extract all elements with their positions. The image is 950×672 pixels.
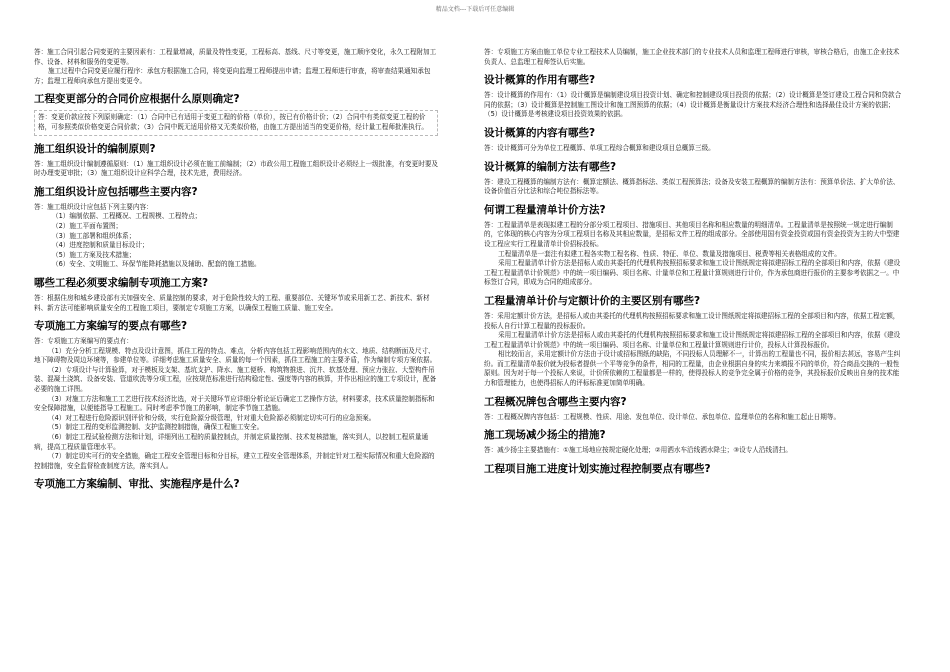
- list-item: （5）制定工程的变形监测控制、支护监测控制措施，确保工程施工安全。: [48, 423, 264, 432]
- section-body-estimate-methods: 答：建设工程概算的编制方法有：概算定额法、概算指标法、类似工程预算法；设备及安装工程概算的编制方法有：预算单价法、扩大单价法、设备价值百分比法和综合吨位指标法等。: [484, 177, 900, 196]
- section-title-pricing-difference: 工程量清单计价与定额计价的主要区别有哪些?: [484, 294, 701, 307]
- section-title-estimate-methods: 设计概算的编制方法有哪些?: [484, 160, 617, 173]
- list-item: （4）进度控制和质量目标设计；: [52, 241, 149, 250]
- section-title-special-plan-required: 哪些工程必须要求编制专项施工方案?: [34, 276, 209, 289]
- left-column: [34, 14, 438, 495]
- section-title-bill-of-quantities: 何谓工程量清单计价方法?: [484, 203, 606, 216]
- section-lead-org-design-content: 答：施工组织设计应包括下列主要内容：: [34, 202, 153, 211]
- section-title-org-design-principles: 施工组织设计的编制原则?: [34, 142, 156, 155]
- section-title-special-plan-points: 专项施工方案编写的要点有哪些?: [34, 320, 188, 333]
- section-title-org-design-content: 施工组织设计应包括哪些主要内容?: [34, 185, 198, 198]
- list-item: （6）制定工程试验检测方法和计划，详细列出工程的质量控制点，并制定质量控制、技术复核措施，落实到人，以控制工程质量通病，提高工程质量管理水平。: [34, 433, 429, 451]
- right-intro: 答：专项施工方案由施工单位专业工程技术人员编制，施工企业技术部门的专业技术人员和监理工程师进行审核，审核合格后，由施工企业技术负责人、总监理工程师签认后实施。: [484, 48, 900, 66]
- section-body-contract-price: 答：变更价款应按下列原则确定：（1）合同中已有适用于变更工程的价格（单价），按已有价格计价；（2）合同中有类似变更工程的价格，可参照类似价格变更合同价款；（3）合同中既无适用价格又无类似价格，由施工方提出适当的变更价格，经计量工程师批准执行。: [34, 110, 438, 135]
- paragraph: 工程量清单是一套注有拟建工程各实物工程名称、性质、特征、单位、数量及措施项目、税费等相关表格组成的文件。: [498, 249, 841, 258]
- page-header: 精品文档---下载后可任意编辑: [435, 6, 515, 13]
- paragraph: 答：采用定额计价方法，是招标人或由其委托的代理机构按照招标要求和施工设计图纸规定将拟建招标工程的全部项目和内容，依据工程定额，投标人自行计算工程量的投标报价。: [484, 311, 900, 330]
- section-body-org-design-principles: 答：施工组织设计编制遵循原则：（1）施工组织设计必须在施工前编制；（2）市政公用工程施工组织设计必须经上一级批准，有变更时要及时办理变更审批；（3）施工组织设计应科学合理，技术先进，费用经济。: [34, 159, 439, 178]
- paragraph: 采用工程量清单计价方法是招标人或由其委托的代理机构按照招标要求和施工设计图纸规定将拟建招标工程的全部项目和内容，依据《建设工程工程量清单计价规范》中的统一项目编码、项目名称、计量单位和工程量计算规则进行计价，作为承包商进行报价的主要参考依据之一。中标签订合同，即成为合同的组成部分。: [484, 259, 901, 287]
- section-title-project-board: 工程概况牌包含哪些主要内容?: [484, 395, 627, 408]
- section-body-special-plan-required: 答：根据住房和城乡建设部有关加强安全、质量控制的要求，对于危险性较大的工程、重要部位、关键环节或采用新工艺、新技术、新材料、新方法可能影响质量安全的工程施工项目，要制定专项施工方案，以确保工程施工质量、施工安全。: [34, 293, 430, 312]
- right-column: [484, 14, 904, 480]
- list-item: （2）施工平面布置图；: [52, 221, 123, 230]
- left-intro-1: 答：施工合同引起合同变更的主要因素有：工程量增减，质量及特性变更，工程标高、基线、尺寸等变更，施工顺序变化，永久工程附加工作、设备、材料和服务的变更等。: [34, 48, 437, 66]
- paragraph: 答：工程量清单是表现拟建工程的分部分项工程项目、措施项目、其他项目名称和相应数量的明细清单。工程量清单是按照统一规定进行编制的，它体现的核心内容为分项工程项目名称及其相应数量，是招标文件工程的组成部分。全部使用国有资金投资或国有资金投资为主的大中型建设工程应实行工程量清单计价招标投标。: [484, 220, 900, 248]
- list-item: （7）制定切实可行的安全措施，确定工程安全管理目标和分目标，建立工程安全管理体系，并制定针对工程实际情况和重大危险源的控制措施，安全监督检查制度方法，落实到人。: [34, 452, 435, 470]
- list-item: （6）安全、文明施工、环保节能降耗措施以及辅助、配套的施工措施。: [52, 260, 261, 269]
- section-title-contract-price: 工程变更部分的合同价应根据什么原则确定?: [34, 93, 240, 106]
- section-title-schedule-control: 工程项目施工进度计划实施过程控制要点有哪些?: [484, 462, 711, 475]
- section-title-estimate-content: 设计概算的内容有哪些?: [484, 126, 596, 139]
- paragraph: 采用工程量清单计价方法是招标人或由其委托的代理机构按照招标要求和施工设计图纸规定将拟建招标工程的全部项目和内容，依据《建设工程工程量清单计价规范》中的统一项目编码、项目名称、计量单位和工程量计算规则进行计价，投标人计算投标报价。: [484, 331, 901, 349]
- list-item: （1）充分分析工程规模、特点及设计意图，抓住工程的特点、难点，分析内容包括工程影响范围内的水文、地质、结构断面及尺寸、地下障碍物及周边环境等，参建单位等。详细考虑施工质量安全、质量的每一个因素，抓住工程施工的主要矛盾，作为编制专项方案依据。: [34, 346, 437, 365]
- list-item: （3）对施工方法和施工工艺进行技术经济比选，对于关键环节应详细分析论证后确定工艺操作方法，材料要求，技术质量控制指标和安全保障措施，以便能指导工程施工。同时考虑季节施工的影响，制定季节施工措施。: [34, 394, 435, 413]
- list-item: （3）施工部署和组织体系；: [52, 231, 136, 240]
- paragraph: 相比较而言，采用定额计价方法由于设计或招标图纸的缺陷，不同投标人员理解不一，计算出的工程量也不同，报价相去甚远，容易产生纠纷。而工程量清单报价就为投标者提供一个平等竞争的条件，相同的工程量，由企业根据自身的实力来填报不同的单价，符合商品交换的一般性原则。因为对于每一个投标人来说，计价所依赖的工程量都是一样的，使得投标人的竞争完全属于价格的竞争，其投标报价反映出自身的技术能力和管理能力，也使得招标人的评标标准更加简单明确。: [484, 350, 901, 388]
- list-item: （5）施工方案及技术措施；: [52, 250, 136, 259]
- list-item: （4）对工程进行危险源识别评价和分级，实行危险源分级管理，针对重大危险源必须制定切实可行的应急预案。: [48, 413, 376, 422]
- section-lead-special-plan-points: 答：专项施工方案编写的要点有：: [34, 337, 133, 346]
- section-body-estimate-content: 答：设计概算可分为单位工程概算、单项工程综合概算和建设项目总概算三级。: [484, 143, 715, 152]
- left-intro-2: 施工过程中合同变更应履行程序：承包方根据施工合同，将变更向监理工程师提出申请；监理工程师进行审查，将审查结果通知承包方；监理工程师向承包方提出变更令。: [34, 67, 431, 85]
- list-item: （2）专项设计与计算验算，对于模板及支架、基坑支护、降水、施工便桥、构筑物推进、沉井、软基处理、预应力张拉、大型构件吊装、混凝土浇筑、设备安装、管道吹洗等分项工程，应按规范标准进行结构稳定性、强度等内容的核算，并作出相应的施工专项设计，配备必要的施工详图。: [34, 365, 437, 394]
- section-body-project-board: 答：工程概况牌内容包括：工程规模、性质、用途、发包单位、设计单位、承包单位、监理单位的名称和施工起止日期等。: [484, 412, 841, 421]
- section-body-estimate-role: 答：设计概算的作用有：（1）设计概算是编制建设项目投资计划、确定和控制建设项目投资的依据；（2）设计概算是签订建设工程合同和贷款合同的依据；（3）设计概算是控制施工图设计和施工图预算的依据；（4）设计概算是衡量设计方案技术经济合理性和选择最佳设计方案的依据；（5）设计概算是考核建设项目投资效果的依据。: [484, 91, 902, 119]
- section-title-estimate-role: 设计概算的作用有哪些?: [484, 74, 596, 87]
- section-body-dust-reduction: 答：减少扬尘主要措施有：①施工场地应按规定硬化处理；②用洒水车沿线洒水降尘；③设专人沿线清扫。: [484, 446, 792, 455]
- section-title-special-plan-procedure: 专项施工方案编制、审批、实施程序是什么?: [34, 478, 240, 491]
- section-title-dust-reduction: 施工现场减少扬尘的措施?: [484, 429, 606, 442]
- list-item: （1）编制依据、工程概况、工程规模、工程特点；: [52, 212, 202, 221]
